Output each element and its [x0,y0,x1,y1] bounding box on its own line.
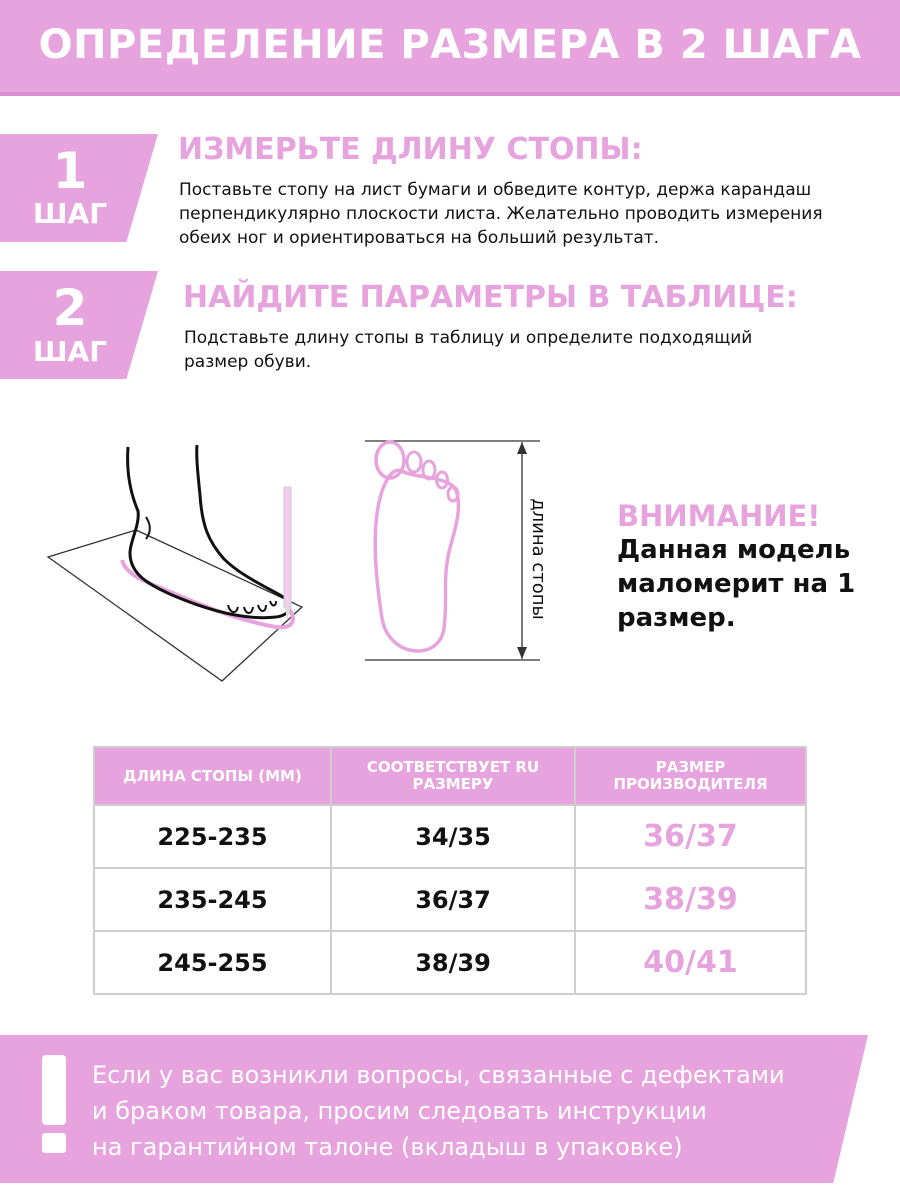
footer-line: и браком товара, просим следовать инструкции [92,1097,707,1125]
attention-text: Данная модель маломерит на 1 размер. [617,535,856,633]
table-row [94,805,806,868]
exclamation-icon-dot [42,1133,66,1153]
page-title: ОПРЕДЕЛЕНИЕ РАЗМЕРА В 2 ШАГА [38,22,862,68]
attention-title: ВНИМАНИЕ! [617,499,821,533]
manufacturer-size-cell: 36/37 [575,805,806,868]
length-label-wrap [521,484,555,634]
footer-notice [92,1057,852,1165]
foot-length-cell: 245-255 [94,931,331,994]
step-2-text: Подставьте длину стопы в таблицу и определите подходящий размер обуви. [184,328,753,372]
footer-line: на гарантийном талоне (вкладыш в упаковке) [92,1133,683,1161]
step-1-text: Поставьте стопу на лист бумаги и обведите контур, держа карандаш перпендикулярно плоскости листа. Желательно проводить измерения обеих ног и ориентироваться на больший результат. [179,180,823,248]
column-header-manufacturer-size: РАЗМЕР ПРОИЗВОДИТЕЛЯ [575,747,806,805]
table-row [94,868,806,931]
ru-size-cell: 38/39 [331,931,575,994]
foot-length-label: длина стопы [528,498,549,620]
manufacturer-size-cell: 40/41 [575,931,806,994]
header-banner [0,0,900,92]
foot-length-cell: 225-235 [94,805,331,868]
foot-on-paper-illustration [40,435,310,685]
column-header-foot-length: ДЛИНА СТОПЫ (ММ) [94,747,331,805]
footer-line: Если у вас возникли вопросы, связанные с дефектами [92,1061,785,1089]
exclamation-icon [42,1055,66,1125]
step-1-number: 1 [52,142,88,200]
ru-size-cell: 34/35 [331,805,575,868]
step-2-number: 2 [52,279,88,337]
manufacturer-size-cell: 38/39 [575,868,806,931]
ru-size-cell: 36/37 [331,868,575,931]
foot-length-cell: 235-245 [94,868,331,931]
step-2-word: ШАГ [32,335,108,368]
column-header-ru-size: СООТВЕТСТВУЕТ RU РАЗМЕРУ [331,747,575,805]
size-table [93,746,807,995]
step-1-word: ШАГ [32,197,108,230]
table-row [94,931,806,994]
step-2-title: НАЙДИТЕ ПАРАМЕТРЫ В ТАБЛИЦЕ: [183,280,798,315]
table-header-row [94,747,806,805]
step-1-title: ИЗМЕРЬТЕ ДЛИНУ СТОПЫ: [178,132,643,167]
